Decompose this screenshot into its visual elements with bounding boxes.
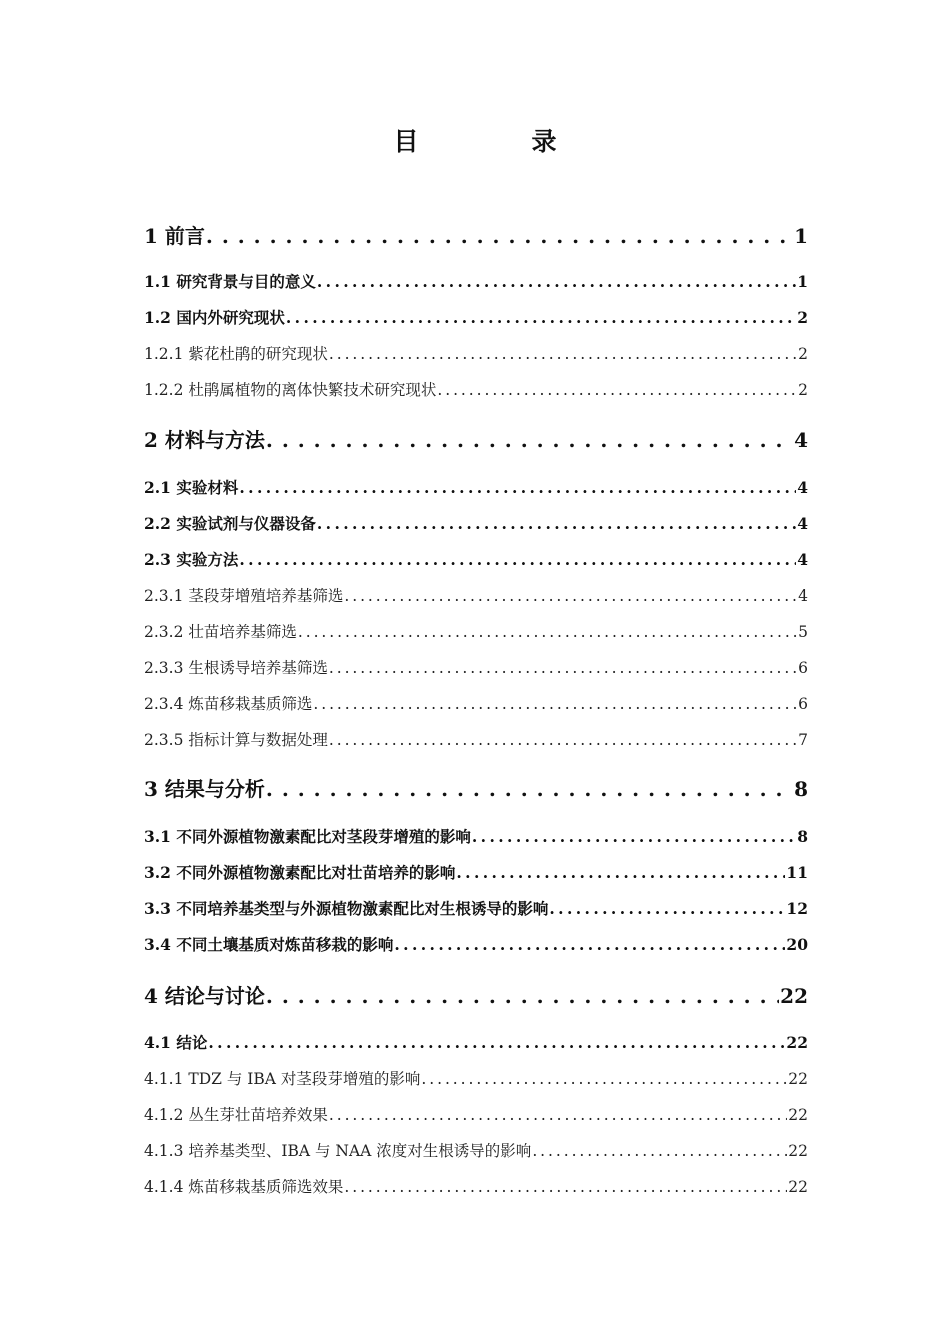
toc-entry-3-2[interactable]: [144, 861, 808, 883]
toc-entry-label: 2 材料与方法: [144, 428, 265, 452]
toc-entry-label: 4.1.2 丛生芽壮苗培养效果: [144, 1106, 328, 1124]
toc-entry-2-3-5[interactable]: [144, 728, 808, 750]
toc-entry-page: 2: [798, 345, 808, 363]
toc-leader-dots: [329, 731, 797, 749]
toc-entry-page: 4: [798, 587, 808, 605]
toc-entry-3-1[interactable]: [144, 825, 808, 847]
toc-entry-label: 3 结果与分析: [144, 777, 265, 801]
toc-entry-page: 4: [797, 550, 808, 569]
toc-entry-2-3[interactable]: [144, 548, 808, 570]
toc-entry-chapter-4[interactable]: [144, 980, 808, 1008]
toc-leader-dots: [317, 514, 796, 533]
toc-entry-2-3-3[interactable]: [144, 656, 808, 678]
toc-entry-label: 2.3.1 茎段芽增殖培养基筛选: [144, 587, 344, 605]
toc-entry-page: 8: [794, 777, 808, 801]
toc-entry-label: 3.4 不同土壤基质对炼苗移栽的影响: [144, 935, 394, 954]
toc-entry-chapter-1[interactable]: [144, 220, 808, 248]
toc-leader-dots: [266, 984, 779, 1008]
toc-leader-dots: [298, 623, 797, 641]
toc-leader-dots: [239, 478, 796, 497]
toc-leader-dots: [286, 308, 796, 327]
toc-entry-page: 4: [797, 478, 808, 497]
toc-entry-2-1[interactable]: [144, 476, 808, 498]
page-title: 目 录: [393, 127, 601, 156]
toc-entry-page: 22: [780, 984, 808, 1008]
toc-entry-label: 2.1 实验材料: [144, 478, 239, 497]
toc-entry-label: 4.1.4 炼苗移栽基质筛选效果: [144, 1178, 344, 1196]
toc-entry-page: 4: [797, 514, 808, 533]
toc-entry-page: 12: [786, 899, 808, 918]
toc-leader-dots: [329, 659, 797, 677]
toc-leader-dots: [344, 587, 797, 605]
toc-entry-label: 4.1.1 TDZ 与 IBA 对茎段芽增殖的影响: [144, 1070, 421, 1088]
toc-entry-2-3-1[interactable]: [144, 584, 808, 606]
toc-entry-label: 1.2.1 紫花杜鹃的研究现状: [144, 345, 328, 363]
toc-leader-dots: [313, 695, 797, 713]
toc-entry-chapter-3[interactable]: [144, 773, 808, 801]
toc-leader-dots: [549, 899, 785, 918]
toc-entry-page: 2: [797, 308, 808, 327]
toc-leader-dots: [317, 272, 796, 291]
toc-entry-page: 1: [794, 224, 808, 248]
toc-entry-label: 3.2 不同外源植物激素配比对壮苗培养的影响: [144, 863, 456, 882]
toc-entry-page: 5: [798, 623, 808, 641]
toc-entry-1-2-2[interactable]: [144, 378, 808, 400]
toc-entry-page: 22: [788, 1142, 808, 1160]
toc-entry-page: 22: [788, 1070, 808, 1088]
toc-leader-dots: [266, 428, 793, 452]
toc-entry-4-1-1[interactable]: [144, 1067, 808, 1089]
toc-entry-chapter-2[interactable]: [144, 424, 808, 452]
toc-leader-dots: [344, 1178, 787, 1196]
toc-entry-page: 1: [797, 272, 808, 291]
toc-entry-page: 20: [786, 935, 808, 954]
toc-entry-label: 2.3.2 壮苗培养基筛选: [144, 623, 297, 641]
toc-entry-page: 22: [788, 1106, 808, 1124]
toc-leader-dots: [206, 224, 793, 248]
toc-entry-2-2[interactable]: [144, 512, 808, 534]
toc-leader-dots: [394, 935, 785, 954]
toc-entry-3-4[interactable]: [144, 933, 808, 955]
toc-entry-2-3-4[interactable]: [144, 692, 808, 714]
toc-entry-page: 11: [786, 863, 808, 882]
toc-entry-label: 2.2 实验试剂与仪器设备: [144, 514, 316, 533]
toc-entry-3-3[interactable]: [144, 897, 808, 919]
toc-leader-dots: [329, 345, 797, 363]
toc-entry-page: 8: [797, 827, 808, 846]
toc-leader-dots: [437, 381, 797, 399]
toc-entry-4-1-3[interactable]: [144, 1139, 808, 1161]
toc-entry-2-3-2[interactable]: [144, 620, 808, 642]
toc-entry-label: 1.2.2 杜鹃属植物的离体快繁技术研究现状: [144, 381, 437, 399]
toc-entry-page: 22: [786, 1033, 808, 1052]
toc-entry-label: 2.3.4 炼苗移栽基质筛选: [144, 695, 313, 713]
toc-leader-dots: [266, 777, 793, 801]
toc-leader-dots: [472, 827, 796, 846]
toc-entry-1-2-1[interactable]: [144, 342, 808, 364]
toc-entry-label: 4 结论与讨论: [144, 984, 265, 1008]
toc-entry-4-1-2[interactable]: [144, 1103, 808, 1125]
toc-entry-label: 2.3 实验方法: [144, 550, 239, 569]
toc-leader-dots: [208, 1033, 785, 1052]
toc-entry-4-1[interactable]: [144, 1031, 808, 1053]
toc-entry-label: 1.2 国内外研究现状: [144, 308, 285, 327]
toc-entry-label: 3.1 不同外源植物激素配比对茎段芽增殖的影响: [144, 827, 471, 846]
toc-leader-dots: [329, 1106, 787, 1124]
toc-entry-label: 1 前言: [144, 224, 205, 248]
toc-leader-dots: [456, 863, 785, 882]
toc-entry-page: 6: [798, 659, 808, 677]
toc-leader-dots: [532, 1142, 787, 1160]
toc-entry-page: 6: [798, 695, 808, 713]
toc-entry-label: 2.3.5 指标计算与数据处理: [144, 731, 328, 749]
toc-entry-1-1[interactable]: [144, 270, 808, 292]
toc-entry-page: 4: [794, 428, 808, 452]
toc-entry-label: 4.1 结论: [144, 1033, 208, 1052]
toc-entry-page: 2: [798, 381, 808, 399]
toc-entry-page: 22: [788, 1178, 808, 1196]
toc-entry-label: 3.3 不同培养基类型与外源植物激素配比对生根诱导的影响: [144, 899, 549, 918]
toc-entry-1-2[interactable]: [144, 306, 808, 328]
toc-entry-label: 2.3.3 生根诱导培养基筛选: [144, 659, 328, 677]
toc-entry-label: 4.1.3 培养基类型、IBA 与 NAA 浓度对生根诱导的影响: [144, 1142, 532, 1160]
toc-entry-label: 1.1 研究背景与目的意义: [144, 272, 316, 291]
toc-leader-dots: [239, 550, 796, 569]
toc-entry-4-1-4[interactable]: [144, 1175, 808, 1197]
toc-entry-page: 7: [798, 731, 808, 749]
toc-leader-dots: [421, 1070, 787, 1088]
